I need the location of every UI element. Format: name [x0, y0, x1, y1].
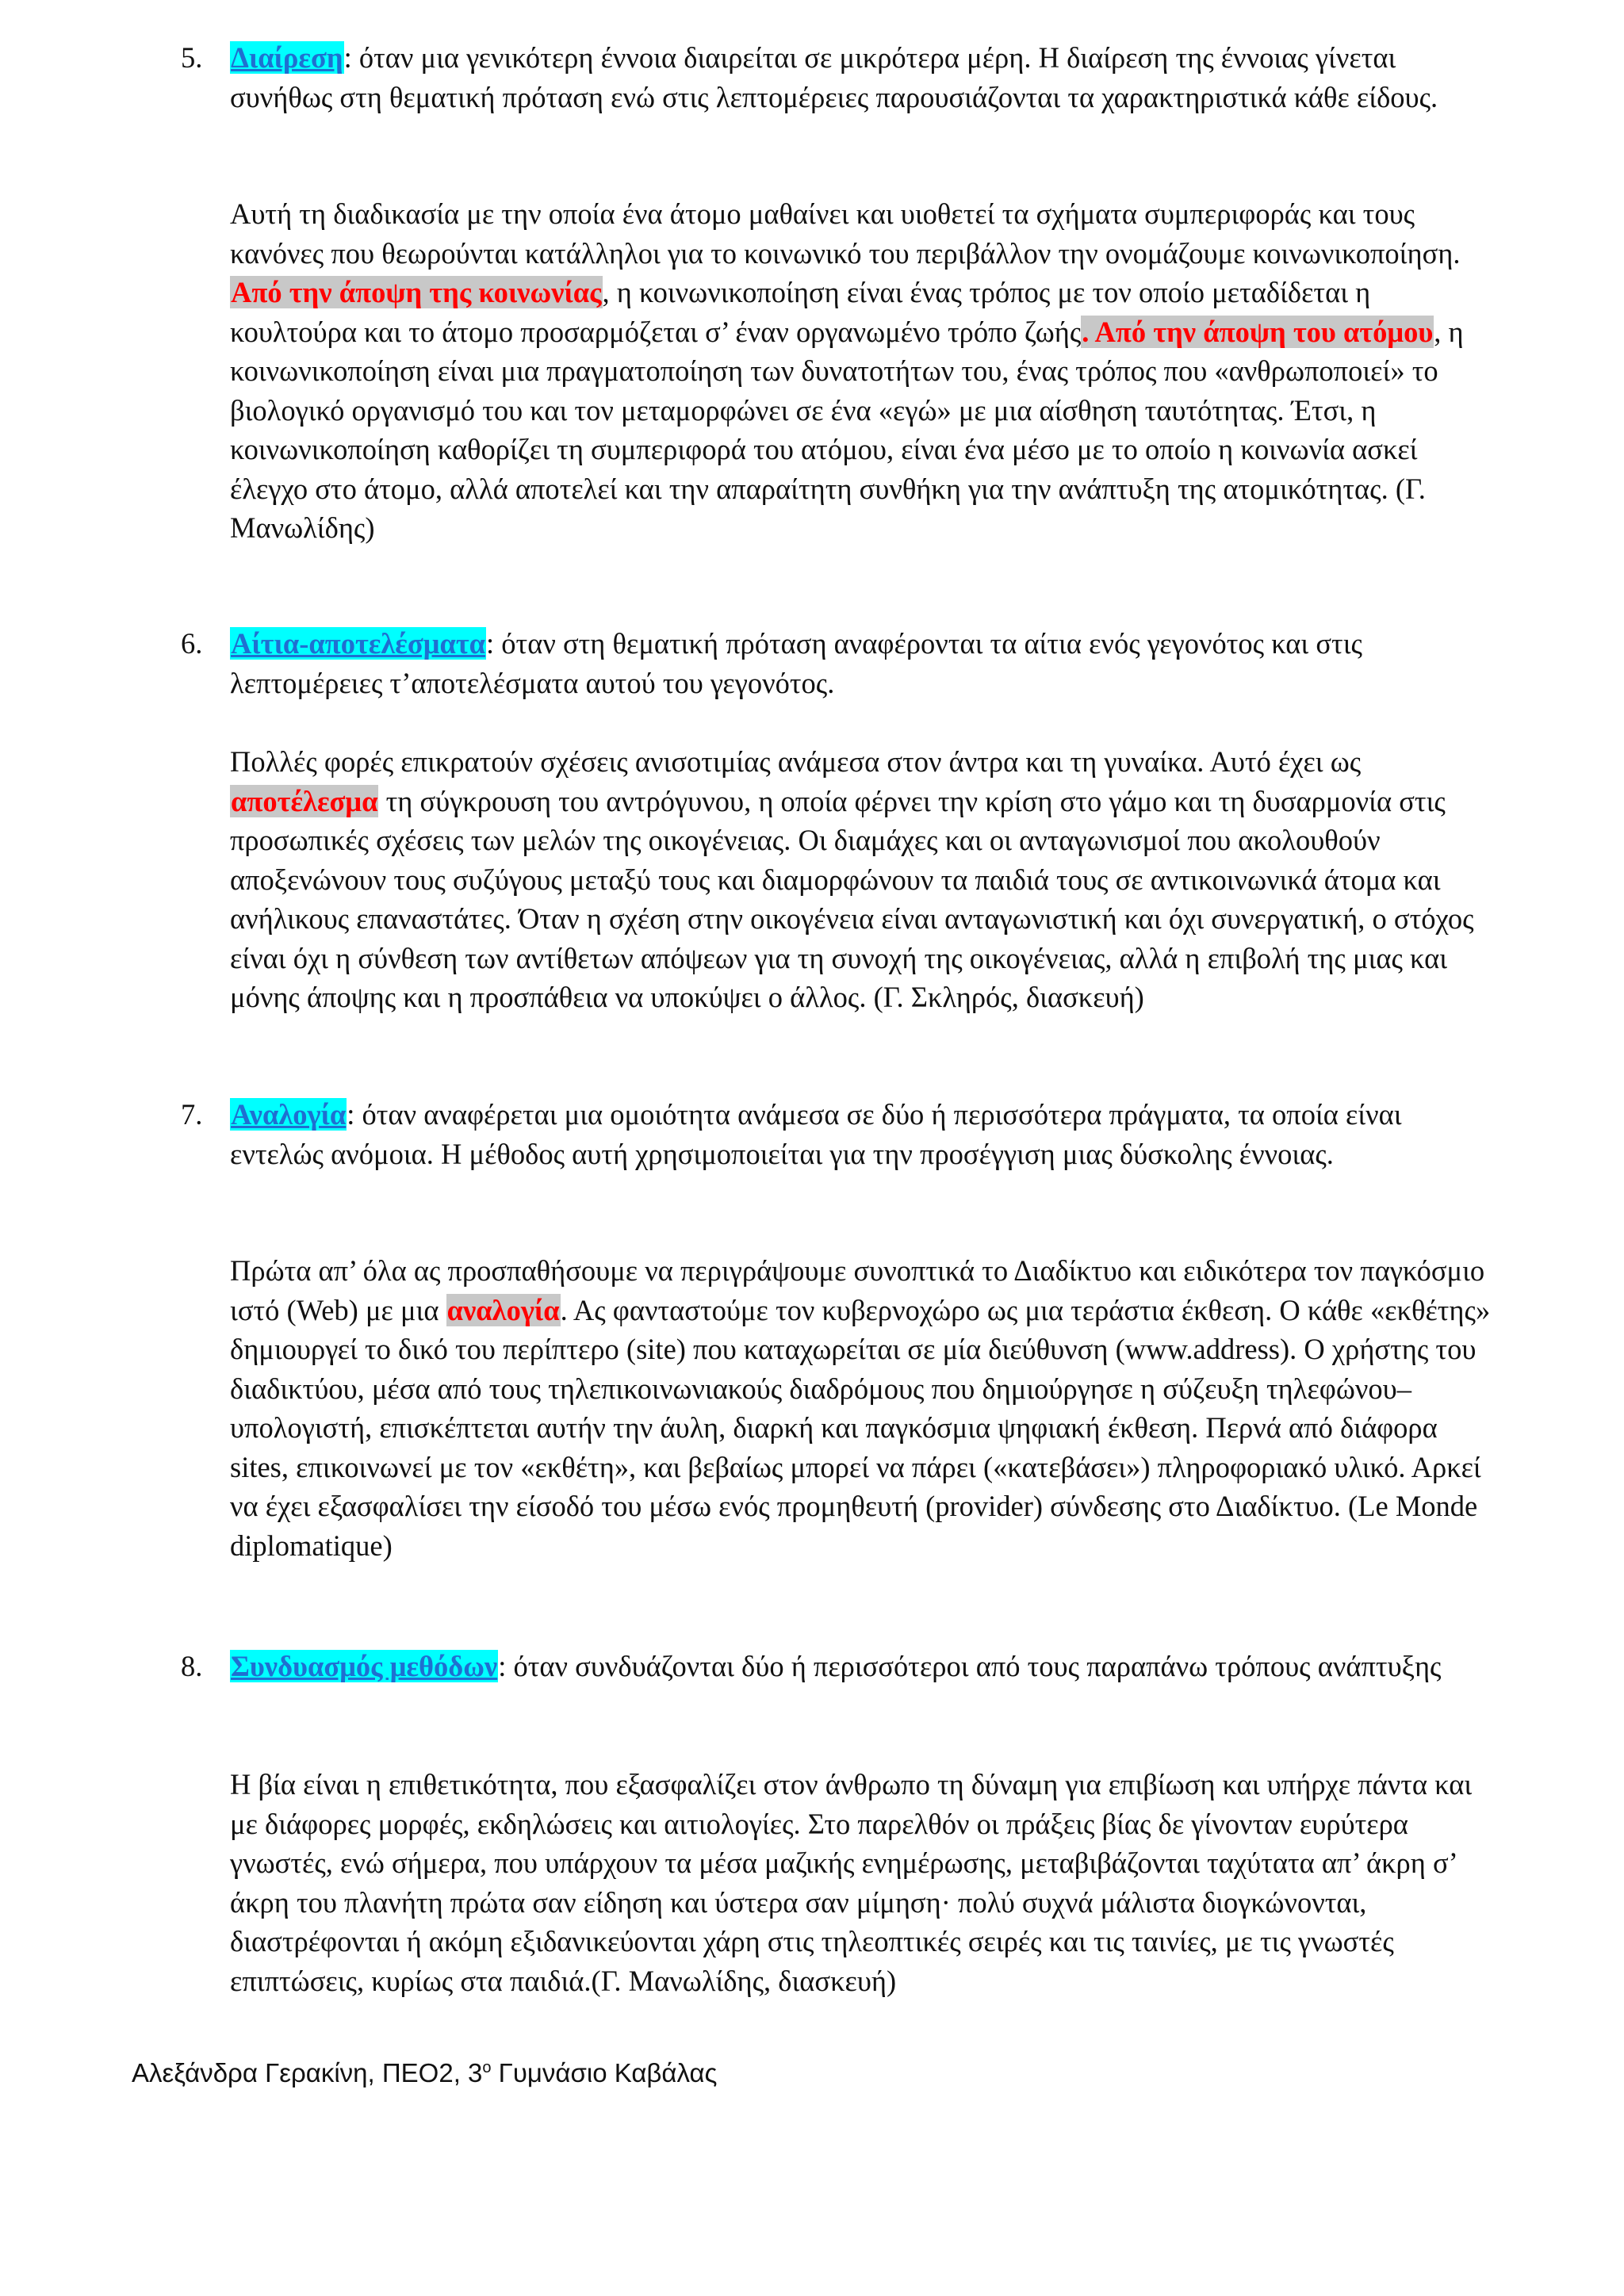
example-paragraph-8	[230, 1765, 1499, 2000]
example-text: , η κοινωνικοποίηση είναι μια πραγματοποίηση των δυνατοτήτων του, ένας τρόπος που «ανθρωποποιεί» το βιολογικό οργανισμό του και τον μεταμορφώνει σε ένα «εγώ» με μια αίσθηση ταυτότητας. Έτσι, η κοινωνικοποίηση καθορίζει τη συμπεριφορά του ατόμου, είναι ένα μέσο με το οποίο η κοινωνία ασκεί έλεγχο στο άτομο, αλλά αποτελεί και την απαραίτητη συνθήκη για την ανάπτυξη της ατομικότητας. (Γ. Μανωλίδης)	[230, 315, 1464, 544]
keyword-highlight: . Από την άποψη του ατόμου	[1082, 315, 1434, 348]
keyword-highlight: αναλογία	[446, 1293, 560, 1326]
example-text: , η κοινωνικοποίηση είναι ένας τρόπος με τον οποίο μεταδίδεται η κουλτούρα και το άτομο προσαρμόζεται σ’ έναν οργανωμένο τρόπο ζωής	[230, 276, 1371, 348]
item-definition	[230, 38, 1497, 117]
footer-superscript: ο	[482, 2059, 492, 2076]
item-number: 5.	[181, 41, 203, 74]
example-text: τη σύγκρουση του αντρόγυνου, η οποία φέρνει την κρίση στο γάμο και τη δυσαρμονία στις προσωπικές σχέσεις των μελών της οικογένειας. Οι διαμάχες και οι ανταγωνισμοί που ακολουθούν αποξενώνουν τους συζύγους μεταξύ τους και διαμορφώνουν τα παιδιά τους σε αντικοινωνικά άτομα και ανήλικους επαναστάτες. Όταν η σχέση στην οικογένεια είναι ανταγωνιστική και όχι συνεργατική, ο στόχος είναι όχι η σύνθεση των αντίθετων απόψεων για τη συνοχή της οικογένειας, αλλά η επιβολή της μιας και μόνης άποψης και η προσπάθεια να υποκύψει ο άλλος. (Γ. Σκληρός, διασκευή)	[230, 784, 1474, 1013]
item-number: 6.	[181, 627, 203, 660]
list-item-7	[181, 1095, 1497, 1173]
definition-text: : όταν συνδυάζονται δύο ή περισσότεροι από τους παραπάνω τρόπους ανάπτυξης	[498, 1650, 1442, 1682]
definition-text: : όταν αναφέρεται μια ομοιότητα ανάμεσα σε δύο ή περισσότερα πράγματα, τα οποία είναι εντελώς ανόμοια. Η μέθοδος αυτή χρησιμοποιείται για την προσέγγιση μιας δύσκολης έννοιας.	[230, 1098, 1402, 1170]
term-highlight: Αναλογία	[231, 1098, 347, 1131]
term-highlight: Συνδυασμός μεθόδων	[231, 1650, 498, 1682]
item-definition	[230, 624, 1497, 702]
example-text: Η βία είναι η επιθετικότητα, που εξασφαλίζει στον άνθρωπο τη δύναμη για επιβίωση και υπήρχε πάντα και με διάφορες μορφές, εκδηλώσεις και αιτιολογίες. Στο παρελθόν οι πράξεις βίας δε γίνονταν ευρύτερα γνωστές, ενώ σήμερα, που υπάρχουν τα μέσα μαζικής ενημέρωσης, μεταβιβάζονται ταχύτατα απ’ άκρη σ’ άκρη του πλανήτη πρώτα σαν είδηση και ύστερα σαν μίμηση· πολύ συχνά μάλιστα διογκώνονται, διαστρέφονται ή ακόμη εξιδανικεύονται χάρη στις τηλεοπτικές σειρές και τις ταινίες, με τις γνωστές επιπτώσεις, κυρίως στα παιδιά.(Γ. Μανωλίδης, διασκευή)	[230, 1768, 1473, 1997]
definition-text: : όταν μια γενικότερη έννοια διαιρείται σε μικρότερα μέρη. Η διαίρεση της έννοιας γίνεται συνήθως στη θεματική πρόταση ενώ στις λεπτομέρειες παρουσιάζονται τα χαρακτηριστικά κάθε είδους.	[230, 41, 1438, 113]
footer-author: Αλεξάνδρα Γερακίνη, ΠΕΟ2, 3	[132, 2058, 483, 2087]
example-paragraph-6	[230, 742, 1499, 1017]
item-definition	[230, 1095, 1497, 1173]
term-highlight: Διαίρεση	[231, 41, 343, 74]
item-number: 8.	[181, 1650, 203, 1682]
list-item-6	[181, 624, 1497, 702]
example-text: . Ας φανταστούμε τον κυβερνοχώρο ως μια τεράστια έκθεση. Ο κάθε «εκθέτης» δημιουργεί το δικό του περίπτερο (site) που καταχωρείται σε μία διεύθυνση (www.address). Ο χρήστης του διαδικτύου, μέσα από τους τηλεπικοινωνιακούς διαδρόμους που δημιούργησε η σύζευξη τηλεφώνου–υπολογιστή, επισκέπτεται αυτήν την άυλη, διαρκή και παγκόσμια ψηφιακή έκθεση. Περνά από διάφορα sites, επικοινωνεί με τον «εκθέτη», και βεβαίως μπορεί να πάρει («κατεβάσει») πληροφοριακό υλικό. Αρκεί να έχει εξασφαλίσει την είσοδό του μέσω ενός προμηθευτή (provider) σύνδεσης στο Διαδίκτυο. (Le Monde diplomatique)	[230, 1293, 1491, 1562]
example-text: Πρώτα απ’ όλα ας προσπαθήσουμε να περιγράψουμε συνοπτικά το Διαδίκτυο και ειδικότερα τον παγκόσμιο ιστό (Web) με μια	[230, 1254, 1485, 1326]
term-highlight: Αίτια-αποτελέσματα	[231, 627, 486, 660]
page-footer	[132, 2058, 717, 2088]
keyword-highlight: αποτέλεσμα	[231, 784, 378, 817]
definition-text: : όταν στη θεματική πρόταση αναφέρονται τα αίτια ενός γεγονότος και στις λεπτομέρειες τ’αποτελέσματα αυτού του γεγονότος.	[230, 627, 1362, 699]
list-item-5	[181, 38, 1497, 117]
example-paragraph-7	[230, 1251, 1499, 1565]
keyword-highlight: Από την άποψη της κοινωνίας	[231, 276, 602, 308]
footer-school: Γυμνάσιο Καβάλας	[491, 2058, 718, 2087]
example-text: Πολλές φορές επικρατούν σχέσεις ανισοτιμίας ανάμεσα στον άντρα και τη γυναίκα. Αυτό έχει ως	[230, 745, 1362, 778]
item-number: 7.	[181, 1098, 203, 1131]
list-item-8	[181, 1647, 1497, 1686]
item-definition	[230, 1647, 1497, 1686]
example-paragraph-5	[230, 194, 1499, 548]
example-text: Αυτή τη διαδικασία με την οποία ένα άτομο μαθαίνει και υιοθετεί τα σχήματα συμπεριφοράς και τους κανόνες που θεωρούνται κατάλληλοι για το κοινωνικό του περιβάλλον την ονομάζουμε κοινωνικοποίηση.	[230, 197, 1461, 270]
